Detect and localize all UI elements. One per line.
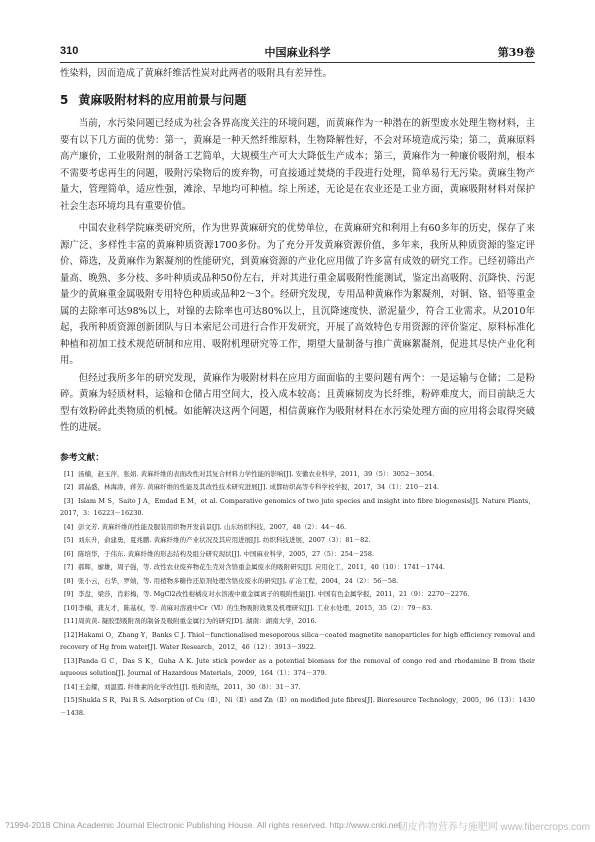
reference-text: 张小云，石华，罗婧，等. 用植物多糖作还原剂处理含铬皮废水的研究[J]. 矿冶工程，2004，24（2）：56－58.: [78, 576, 399, 585]
reference-item: [60, 681, 535, 694]
reference-item: [60, 468, 535, 481]
reference-item: [60, 615, 535, 628]
reference-number: [9]: [64, 590, 74, 598]
reference-item: [60, 521, 535, 534]
paragraph-2: 中国农业科学院麻类研究所，作为世界黄麻研究的优势单位，在黄麻研究和利用上有60多年的历史，保存了来源广泛、多样性丰富的黄麻种质资源1700多份。为了充分开发黄麻资源价值，多年来，我所从种质资源的鉴定评价、筛选，及黄麻作为絮凝剂的性能研究，到黄麻资源的产业化应用做了许多富有成效的研究工作。已经初筛出产量高、晚熟、多分枝、多叶种质或品种50份左右，并对其进行重金属吸附性能测试，鉴定出高吸附、沉降快、污泥量少的黄麻重金属吸附专用特色种质或品种2～3个。经研究发现，专用品种黄麻作为絮凝剂，对铜、铬、铅等重金属的去除率可达98%以上，对镍的去除率也可达80%以上，且沉降速度快、淤泥量少，符合工业需求。从2010年起，我所种质资源创新团队与日本索尼公司进行合作开发研究，开展了高效特色专用资源的评价鉴定、原料标准化种植和初加工技术规范研制和应用、吸附机理研究等工作，期望大量制备与推广黄麻絮凝剂，促进其尽快产业化利用。: [60, 223, 535, 366]
reference-item: [60, 561, 535, 574]
reference-text: 王金耀，刘温霞. 纤维素的化学改性[J]. 纸和造纸，2011，30（8）：31－37.: [78, 682, 301, 691]
watermark-text: 韧皮作物营养与施肥网 www.fibercrops.com: [397, 822, 590, 833]
reference-text: 周黄黄. 凝胶型吸附剂的制备及吸附重金属行为的研究[D]. 湖南：湖南大学，2016.: [78, 617, 317, 625]
header-rule: [60, 62, 535, 63]
section-title: 黄麻吸附材料的应用前景与问题: [78, 92, 247, 107]
reference-number: [11]: [64, 617, 78, 625]
reference-number: [14]: [64, 682, 78, 691]
reference-item: [60, 575, 535, 588]
references: [60, 452, 535, 720]
references-title: 参考文献：: [60, 453, 104, 463]
reference-text: 彭文芳. 黄麻纤维的性能及服装用织物开发前景[J]. 山东纺织科技，2007，48（2）：44－46.: [78, 522, 347, 531]
journal-title: 中国麻业科学: [264, 46, 331, 59]
reference-number: [13]: [64, 656, 78, 665]
reference-item: [60, 655, 535, 680]
reference-item: [60, 481, 535, 494]
reference-text: 刘东升，俞建勇，夏兆鹏. 黄麻纤维的产业状况及其应用进展[J]. 纺织科技进展，2007（3）：81－82.: [78, 536, 371, 544]
reference-item: [60, 602, 535, 615]
section-heading: [60, 92, 535, 109]
reference-text: Islam M S，Saito J A，Emdad E M，et al. Comparative genomics of two jute species and insight into fibre biogenesis[J]. Nature Plants，2017，3：16223－16230.: [60, 496, 535, 517]
reference-list: [60, 468, 535, 720]
reference-item: [60, 588, 535, 601]
reference-item: [60, 629, 535, 654]
page-number: 310: [60, 45, 79, 57]
reference-number: [2]: [64, 483, 74, 491]
reference-number: [1]: [64, 469, 74, 478]
reference-text: 汤楠，赵玉萍，张娟. 黄麻纤维的表面改性对其复合材料力学性能的影响[J]. 安徽农业科学，2011，39（5）：3052－3054.: [78, 469, 435, 478]
reference-text: Shukla S R，Pai R S. Adsorption of Cu（Ⅱ），Ni（Ⅱ）and Zn（Ⅱ）on modified jute fibres[J]. Bioresource Technology，2005，96（13）：1430－1438.: [60, 696, 535, 717]
reference-item: [60, 495, 535, 520]
reference-number: [8]: [64, 576, 74, 585]
section-number: 5: [60, 92, 69, 107]
reference-number: [6]: [64, 549, 74, 558]
reference-text: 郭晶盛，林海涛，蒋芳. 黄麻纤维的性能及其改性技术研究进展[J]. 成都纺织高等专科学校学报，2017，34（1）：210－214.: [78, 483, 440, 491]
reference-number: [5]: [64, 536, 74, 544]
page-header: [60, 42, 535, 60]
reference-item: [60, 548, 535, 561]
reference-text: 李盘，梁莎，肖彩梅，等. MgCl2改性柑橘皮对水溶液中重金属离子的吸附性能[J]. 中国有色金属学报，2011，21（9）：2270－2276.: [78, 590, 470, 598]
reference-item: [60, 694, 535, 719]
paragraph-3: 但经过我所多年的研究发现，黄麻作为吸附材料在应用方面面临的主要问题有两个：一是运输与仓储；二是粉碎。黄麻为轻质材料，运输和仓储占用空间大，投入成本较高；且黄麻韧皮为长纤维，粉碎难度大，而目前缺乏大型有效粉碎此类物质的机械。如能解决这两个问题，相信黄麻作为吸附材料在水污染处理方面的应用将会取得突破性的进展。: [60, 372, 535, 433]
reference-item: [60, 534, 535, 547]
reference-text: 郝晖，廖雄，周子强，等. 改性农业废弃物花生壳对含铬重金属废水的吸附研究[J]. 应用化工，2011，40（10）：1741－1744.: [78, 563, 445, 571]
reference-number: [10]: [64, 603, 78, 612]
copyright-line: ?1994-2018 China Academic Journal Electronic Publishing House. All rights reserved. http://www.cnki.net: [5, 820, 401, 830]
reference-text: 李楠，龚友才，陈基权，等. 黄麻对溶液中Cr（Ⅵ）的生物吸附效果及机理研究[J]. 工业水处理，2015，35（2）：79－83.: [78, 603, 433, 612]
page-footer: [5, 818, 590, 834]
reference-text: Panda G C，Das S K，Guha A K. Jute stick powder as a potential biomass for the removal of congo red and rhodamine B from their aqueous solution[J]. Journal of Hazardous Materials，2009，164（1）：374－379.: [60, 656, 535, 677]
main-text: [60, 66, 535, 437]
reference-text: 陈培华，于伟东. 黄麻纤维的形态结构及组分研究现状[J]. 中国麻业科学，2005，27（5）：254－258.: [78, 549, 375, 558]
volume-label: 第39卷: [497, 46, 535, 59]
paragraph-1: 当前，水污染问题已经成为社会各界高度关注的环境问题，而黄麻作为一种潜在的新型废水处理生物材料，主要有以下几方面的优势：第一，黄麻是一种天然纤维原料，生物降解性好，不会对环境造成污染；第二，黄麻原料高产廉价，工业吸附剂的制备工艺简单，大规模生产可大大降低生产成本；第三，黄麻作为一种廉价吸附剂，根本不需要考虑再生的问题，吸附污染物后的废弃物，可直接通过焚烧的手段进行处理，简单易行无污染。黄麻生物产量大，管理简单，适应性强，滩涂、旱地均可种植。综上所述，无论是在农业还是工业方面，黄麻吸附材料对保护社会生态环境均具有重要价值。: [60, 118, 535, 212]
reference-text: Hakami O，Zhang Y，Banks C J. Thiol－functionalised mesoporous silica－coated magnetite nanoparticles for high efficiency removal and recovery of Hg from water[J]. Water Research，2012，46（12）：3913－3922.: [60, 630, 535, 651]
reference-number: [12]: [64, 630, 78, 639]
reference-number: [7]: [64, 563, 74, 571]
reference-number: [15]: [64, 696, 78, 704]
reference-number: [3]: [64, 496, 74, 505]
reference-number: [4]: [64, 522, 74, 531]
lead-paragraph: 性染料，因而造成了黄麻纤维活性炭对此两者的吸附具有差异性。: [60, 68, 332, 79]
